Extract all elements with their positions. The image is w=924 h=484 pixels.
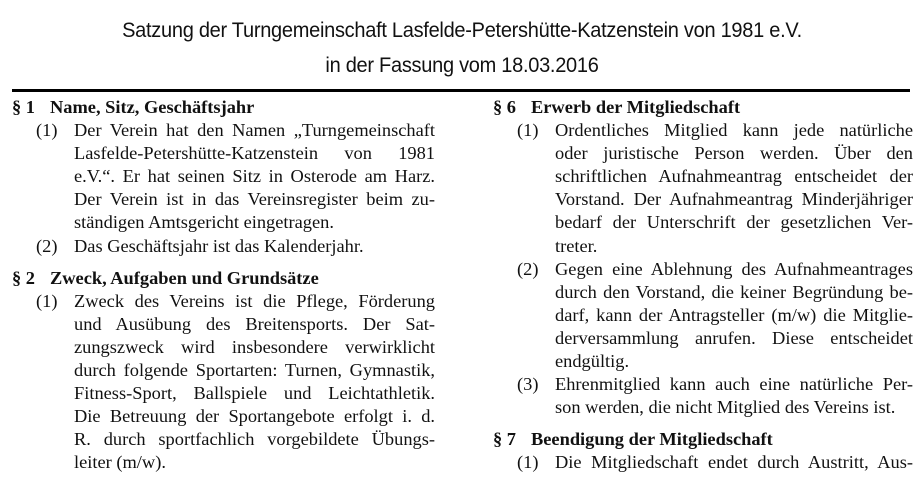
text-line: und Ausübung des Breitensports. Der Sat- [74, 313, 435, 334]
section-heading-7 [493, 428, 913, 451]
document-title-line-1: Satzung der Turngemeinschaft Lasfelde-Petershütte-Katzenstein von 1981 e.V. [122, 18, 802, 42]
text-line: Die Betreuung der Sportangebote erfolgt i. d. [74, 406, 435, 427]
paragraph-item [493, 373, 913, 419]
document-title-line-2: in der Fassung vom 18.03.2016 [325, 53, 599, 77]
text-line: leiter (m/w). [74, 452, 166, 473]
text-line: Der Verein ist in das Vereinsregister beim zu- [74, 189, 435, 210]
text-line: oder juristische Person werden. Über den [555, 143, 913, 164]
text-line: Die Mitgliedschaft endet durch Austritt, Aus- [555, 452, 913, 473]
text-line: schriftlichen Aufnahmeantrag entscheidet der [555, 166, 913, 187]
text-line: Lasfelde-Petershütte-Katzenstein von 1981 [74, 143, 435, 164]
right-column [493, 96, 913, 475]
text-line: bedarf der Unterschrift der gesetzlichen Ver- [555, 212, 913, 233]
paragraph-item [12, 235, 435, 258]
section-number: § 6 [493, 97, 516, 117]
item-number: (1) [517, 452, 539, 473]
text-line: Zweck des Vereins ist die Pflege, Förderung [74, 290, 435, 311]
item-number: (1) [517, 120, 539, 141]
text-line: zungszweck wird insbesondere verwirklicht [74, 336, 435, 357]
paragraph-item [493, 258, 913, 373]
paragraph-item [493, 119, 913, 258]
paragraph-item [12, 290, 435, 475]
section-number: § 1 [12, 97, 35, 117]
paragraph-item [12, 119, 435, 234]
section-heading-6 [493, 96, 913, 119]
section-title: Erwerb der Mitgliedschaft [531, 97, 741, 117]
title-divider [12, 89, 910, 92]
section-heading-2 [12, 267, 435, 290]
section-number: § 7 [493, 429, 516, 450]
text-line: darf, kann der Antragsteller (m/w) die Mitglie- [555, 304, 913, 325]
text-line: son werden, die nicht Mitglied des Vereins ist. [555, 397, 896, 418]
section-heading-1 [12, 96, 435, 119]
item-number: (3) [517, 374, 539, 395]
section-title: Beendigung der Mitgliedschaft [531, 429, 773, 450]
left-column [12, 96, 435, 475]
text-line: Fitness-Sport, Ballspiele und Leichtathletik. [74, 383, 435, 404]
paragraph-item [493, 451, 913, 474]
text-line: Das Geschäftsjahr ist das Kalenderjahr. [74, 235, 364, 256]
section-title: Name, Sitz, Geschäftsjahr [50, 97, 255, 117]
item-number: (1) [36, 120, 58, 141]
item-number: (2) [36, 235, 58, 256]
section-title: Zweck, Aufgaben und Grundsätze [50, 267, 319, 288]
text-line: Vorstand. Der Aufnahmeantrag Minderjähriger [555, 189, 913, 210]
text-line: endgültig. [555, 351, 630, 372]
text-line: Gegen eine Ablehnung des Aufnahmeantrages [555, 258, 913, 279]
section-number: § 2 [12, 267, 35, 288]
item-number: (2) [517, 258, 539, 279]
text-line: ständigen Amtsgericht eingetragen. [74, 212, 334, 233]
text-line: durch folgende Sportarten: Turnen, Gymnastik, [74, 360, 435, 381]
text-line: Der Verein hat den Namen „Turngemeinschaft [74, 120, 435, 141]
text-line: R. durch sportfachlich vorgebildete Übungs- [74, 429, 435, 450]
text-line: treter. [555, 235, 598, 256]
text-line: Ordentliches Mitglied kann jede natürliche [555, 120, 913, 141]
item-number: (1) [36, 290, 58, 311]
text-line: derversammlung anrufen. Diese entscheidet [555, 327, 913, 348]
text-line: durch den Vorstand, die keiner Begründung be- [555, 281, 913, 302]
text-line: e.V.“. Er hat seinen Sitz in Osterode am Harz. [74, 166, 435, 187]
text-line: Ehrenmitglied kann auch eine natürliche Per- [555, 374, 913, 395]
